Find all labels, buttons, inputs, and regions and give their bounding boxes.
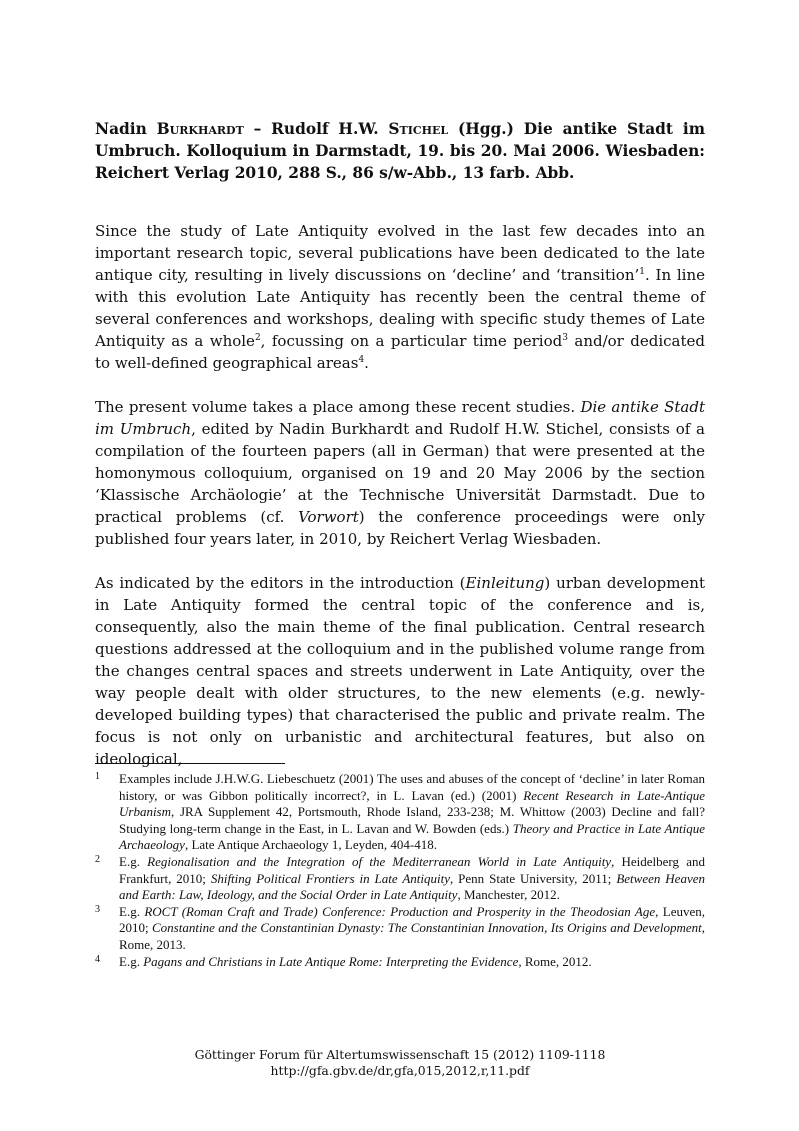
footnote-ref: 2	[254, 333, 261, 343]
body-text	[95, 220, 705, 792]
footnote-text: E.g. ROCT (Roman Craft and Trade) Conference: Production and Prosperity in the Theodosian Age, Leuven, 2010; Constantine and the Constantinian Dynasty: The Constantinian Innovation, Its Origins and Development, Rome, 2013.	[119, 903, 705, 952]
journal-citation: Göttinger Forum für Altertumswissenschaft 15 (2012) 1109-1118	[194, 1047, 606, 1062]
footnote-text: E.g. Pagans and Christians in Late Antique Rome: Interpreting the Evidence, Rome, 2012.	[119, 953, 592, 969]
paragraph-text: . In line with this evolution Late Antiquity has recently been the central theme of several conferences and workshops, dealing with specific study themes of Late Antiquity as a whole	[95, 266, 705, 350]
paragraph-text: ) urban development in Late Antiquity formed the central topic of the conference and is, consequently, also the main theme of the final publication. Central research questions addressed at the colloquium and in the published volume range from the changes central spaces and streets underwent in Late Antiquity, over the way people dealt with older structures, to the new elements (e.g. newly-developed building types) that characterised the public and private realm. The focus is not only on urbanistic and architectural features, but also on ideological,	[95, 574, 705, 768]
footnote-number: 2	[95, 853, 100, 865]
footnote	[95, 904, 705, 954]
paragraph-text: , focussing on a particular time period	[260, 332, 563, 350]
document-url: http://gfa.gbv.de/dr,gfa,015,2012,r,11.pdf	[270, 1063, 530, 1078]
footnote	[95, 771, 705, 854]
paragraph	[95, 572, 705, 770]
title-text: Nadin	[95, 120, 157, 138]
footnote-ref: 4	[358, 355, 365, 365]
footnote-number: 4	[95, 953, 100, 965]
footnote	[95, 954, 705, 971]
footnote-ref: 3	[562, 333, 568, 343]
paragraph	[95, 220, 705, 374]
section-ref: Einleitung	[465, 574, 545, 592]
section-ref: Vorwort	[298, 508, 359, 526]
footnote	[95, 854, 705, 904]
paragraph-text: As indicated by the editors in the introduction (	[95, 574, 466, 592]
author1-surname: Burkhardt	[156, 120, 244, 138]
footnote-text: E.g. Regionalisation and the Integration of the Mediterranean World in Late Antiquity, Heidelberg and Frankfurt, 2010; Shifting Political Frontiers in Late Antiquity, Penn State University, 2011; Between Heaven and Earth: Law, Ideology, and the Social Order in Late Antiquity, Manchester, 2012.	[119, 853, 705, 903]
title-text: (Hgg.) Die antike Stadt im Umbruch. Kolloquium in Darmstadt, 19. bis 20. Mai 2006. Wiesbaden: Reichert Verlag 2010, 288 S., 86 s/w-Abb., 13 farb. Abb.	[95, 120, 705, 182]
page-footer	[95, 1047, 705, 1079]
paragraph-text: ) the conference proceedings were only published four years later, in 2010, by Reichert Verlag Wiesbaden.	[95, 508, 705, 548]
author2-surname: Stichel	[388, 120, 449, 138]
footnote-divider	[95, 763, 285, 764]
paragraph-text: The present volume takes a place among these recent studies.	[95, 398, 581, 416]
paragraph	[95, 396, 705, 550]
paragraph-text: and/or dedicated to well-defined geographical areas	[95, 332, 705, 372]
footnotes	[95, 771, 705, 970]
paragraph-text: , edited by Nadin Burkhardt and Rudolf H.W. Stichel, consists of a compilation of the fourteen papers (all in German) that were presented at the homonymous colloquium, organised on 19 and 20 May 2006 by the section ‘Klassische Archäologie’ at the Technische Universität Darmstadt. Due to practical problems (cf.	[95, 420, 705, 526]
footnote-ref: 1	[639, 267, 646, 277]
paragraph-text: .	[364, 354, 369, 372]
footnote-number: 1	[95, 771, 100, 782]
review-title	[95, 118, 705, 184]
title-text: – Rudolf H.W.	[243, 120, 389, 138]
footnote-text: Examples include J.H.W.G. Liebeschuetz (2001) The uses and abuses of the concept of ‘decline’ in later Roman history, or was Gibbon politically incorrect?, in L. Lavan (ed.) (2001) Recent Research in Late-Antique Urbanism, JRA Supplement 42, Portsmouth, Rhode Island, 233-238; M. Whittow (2003) Decline and fall? Studying long-term change in the East, in L. Lavan and W. Bowden (eds.) Theory and Practice in Late Antique Archaeology, Late Antique Archaeology 1, Leyden, 404-418.	[119, 771, 705, 853]
book-title: Die antike Stadt im Umbruch	[95, 398, 706, 438]
footnote-number: 3	[95, 903, 100, 915]
paragraph-text: Since the study of Late Antiquity evolved in the last few decades into an important research topic, several publications have been dedicated to the late antique city, resulting in lively discussions on ‘decline’ and ‘transition’	[95, 222, 705, 284]
